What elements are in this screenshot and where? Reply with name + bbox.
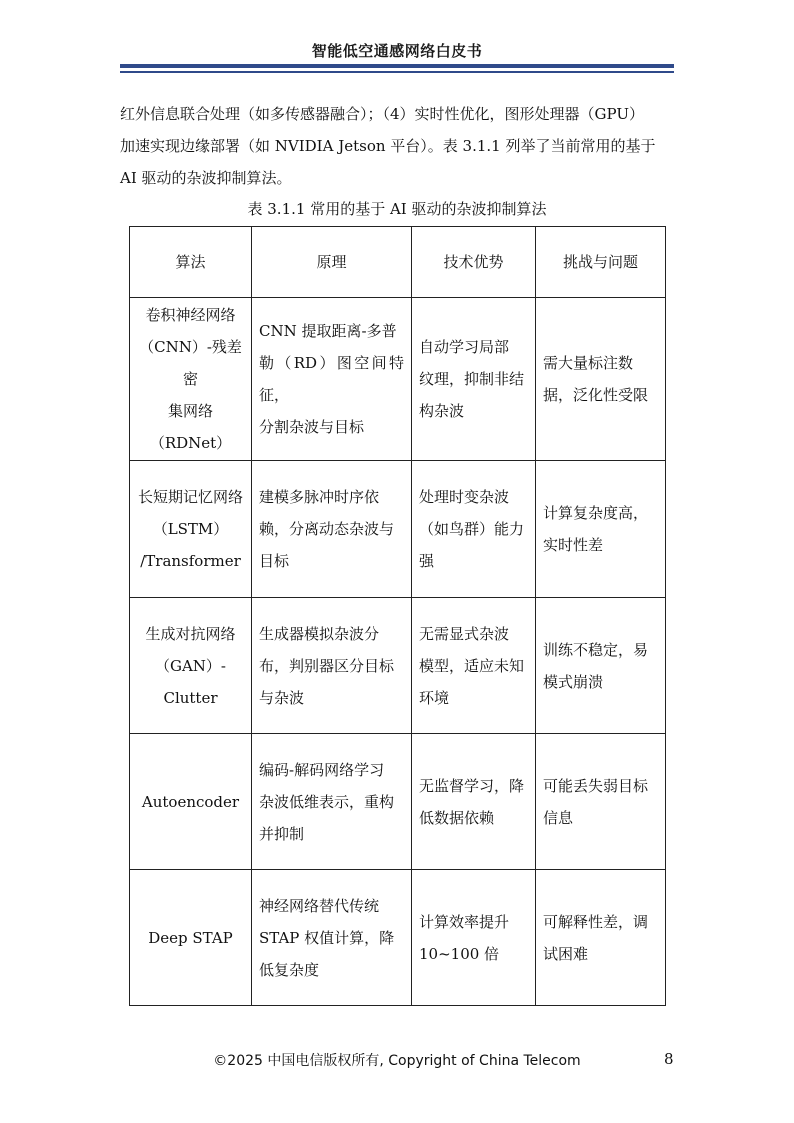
advantage-cell: 无监督学习，降 低数据依赖 (412, 734, 536, 870)
principle-cell: 编码-解码网络学习 杂波低维表示，重构 并抑制 (252, 734, 412, 870)
algorithm-table (129, 226, 666, 1006)
header-rule-thin (120, 71, 674, 73)
challenge-cell: 训练不稳定，易 模式崩溃 (536, 598, 666, 734)
table-header-row (130, 227, 666, 298)
table-row (130, 461, 666, 598)
page-number: 8 (664, 1050, 674, 1068)
table-row (130, 870, 666, 1006)
principle-cell: 建模多脉冲时序依 赖，分离动态杂波与 目标 (252, 461, 412, 598)
header-title: 智能低空通感网络白皮书 (311, 42, 483, 60)
column-header-algorithm: 算法 (130, 227, 252, 298)
principle-cell: 生成器模拟杂波分 布，判别器区分目标 与杂波 (252, 598, 412, 734)
column-header-advantage: 技术优势 (412, 227, 536, 298)
table-row (130, 734, 666, 870)
challenge-cell: 可解释性差，调 试困难 (536, 870, 666, 1006)
algorithm-cell: Autoencoder (130, 734, 252, 870)
challenge-cell: 需大量标注数 据，泛化性受限 (536, 298, 666, 461)
column-header-challenge: 挑战与问题 (536, 227, 666, 298)
challenge-cell: 计算复杂度高， 实时性差 (536, 461, 666, 598)
advantage-cell: 无需显式杂波 模型，适应未知 环境 (412, 598, 536, 734)
algorithm-cell: Deep STAP (130, 870, 252, 1006)
table-row (130, 598, 666, 734)
principle-cell: CNN 提取距离-多普 勒（RD）图空间特征， 分割杂波与目标 (252, 298, 412, 461)
table-caption: 表 3.1.1 常用的基于 AI 驱动的杂波抑制算法 (247, 200, 547, 218)
paragraph-line: 红外信息联合处理（如多传感器融合）；（4）实时性优化，图形处理器（GPU） (120, 105, 645, 123)
footer-copyright: ©2025 中国电信版权所有, Copyright of China Telecom (213, 1053, 581, 1069)
column-header-principle: 原理 (252, 227, 412, 298)
advantage-cell: 处理时变杂波 （如鸟群）能力 强 (412, 461, 536, 598)
advantage-cell: 自动学习局部 纹理，抑制非结 构杂波 (412, 298, 536, 461)
algorithm-cell: 长短期记忆网络 （LSTM） /Transformer (130, 461, 252, 598)
advantage-cell: 计算效率提升 10~100 倍 (412, 870, 536, 1006)
algorithm-cell: 生成对抗网络 （GAN）-Clutter (130, 598, 252, 734)
paragraph-line: AI 驱动的杂波抑制算法。 (120, 169, 292, 187)
body-paragraph (120, 98, 674, 194)
algorithm-cell: 卷积神经网络 （CNN）-残差密 集网络（RDNet） (130, 298, 252, 461)
principle-cell: 神经网络替代传统 STAP 权值计算，降 低复杂度 (252, 870, 412, 1006)
header-rule-thick (120, 64, 674, 68)
paragraph-line: 加速实现边缘部署（如 NVIDIA Jetson 平台）。表 3.1.1 列举了当前常用的基于 (120, 137, 656, 155)
table-row (130, 298, 666, 461)
challenge-cell: 可能丢失弱目标 信息 (536, 734, 666, 870)
